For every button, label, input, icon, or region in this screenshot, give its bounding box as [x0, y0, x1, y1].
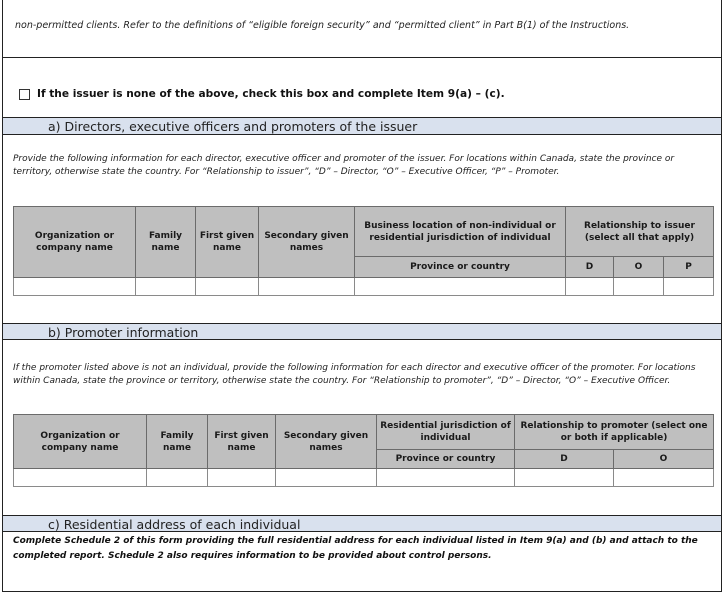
section-c-header: c) Residential address of each individual: [3, 515, 721, 532]
col-business-location: Business location of non-individual or residential jurisdiction of individual: [355, 207, 566, 257]
col-org-name: Organization or company name: [14, 415, 147, 469]
col-secondary-names: Secondary given names: [276, 415, 377, 469]
org-name-input[interactable]: [14, 278, 136, 296]
rel-p-checkbox[interactable]: [664, 278, 714, 296]
family-name-input[interactable]: [147, 469, 208, 487]
col-relationship: Relationship to issuer (select all that apply): [566, 207, 714, 257]
col-family-name: Family name: [136, 207, 196, 278]
none-of-above-label: If the issuer is none of the above, check this box and complete Item 9(a) – (c).: [37, 88, 505, 100]
secondary-names-input[interactable]: [276, 469, 377, 487]
form-page: [2, 0, 722, 592]
col-rel-o: O: [614, 257, 664, 278]
intro-paragraph: non-permitted clients. Refer to the definitions of “eligible foreign security” and “permitted client” in Part B(1) of the Instructions.: [3, 0, 721, 58]
col-family-name: Family name: [147, 415, 208, 469]
rel-o-checkbox[interactable]: [614, 278, 664, 296]
section-b-instructions: If the promoter listed above is not an individual, provide the following information for each director and executive officer of the promoter. For locations within Canada, state the province or territory, otherwise state the country. For “Relationship to promoter”, “D” – Director, “O” – Executive Officer.: [13, 363, 696, 386]
section-b-header: b) Promoter information: [3, 323, 721, 340]
col-province-country: Province or country: [377, 450, 515, 469]
section-c-instructions: Complete Schedule 2 of this form providing the full residential address for each individual listed in Item 9(a) and (b) and attach to the completed report. Schedule 2 also requires information to be provided about control persons.: [13, 536, 698, 561]
col-residential-jurisdiction: Residential jurisdiction of individual: [377, 415, 515, 450]
section-a-table: [13, 206, 714, 296]
col-org-name: Organization or company name: [14, 207, 136, 278]
none-of-above-checkbox[interactable]: [19, 89, 30, 100]
table-row: [14, 278, 714, 296]
col-rel-o: O: [614, 450, 714, 469]
family-name-input[interactable]: [136, 278, 196, 296]
rel-o-checkbox[interactable]: [614, 469, 714, 487]
col-first-name: First given name: [196, 207, 259, 278]
section-b-table: [13, 414, 714, 487]
section-a-header: a) Directors, executive officers and promoters of the issuer: [3, 118, 721, 135]
province-country-input[interactable]: [355, 278, 566, 296]
rel-d-checkbox[interactable]: [566, 278, 614, 296]
section-a-instructions: Provide the following information for each director, executive officer and promoter of the issuer. For locations within Canada, state the province or territory, otherwise state the country. For “Relationship to issuer”, “D” – Director, “O” – Executive Officer, “P” – Promoter.: [13, 154, 675, 177]
col-rel-d: D: [515, 450, 614, 469]
first-name-input[interactable]: [196, 278, 259, 296]
secondary-names-input[interactable]: [259, 278, 355, 296]
first-name-input[interactable]: [208, 469, 276, 487]
province-country-input[interactable]: [377, 469, 515, 487]
org-name-input[interactable]: [14, 469, 147, 487]
col-relationship: Relationship to promoter (select one or both if applicable): [515, 415, 714, 450]
col-province-country: Province or country: [355, 257, 566, 278]
col-secondary-names: Secondary given names: [259, 207, 355, 278]
none-of-above-row: [3, 58, 721, 118]
rel-d-checkbox[interactable]: [515, 469, 614, 487]
col-first-name: First given name: [208, 415, 276, 469]
col-rel-d: D: [566, 257, 614, 278]
col-rel-p: P: [664, 257, 714, 278]
table-row: [14, 469, 714, 487]
